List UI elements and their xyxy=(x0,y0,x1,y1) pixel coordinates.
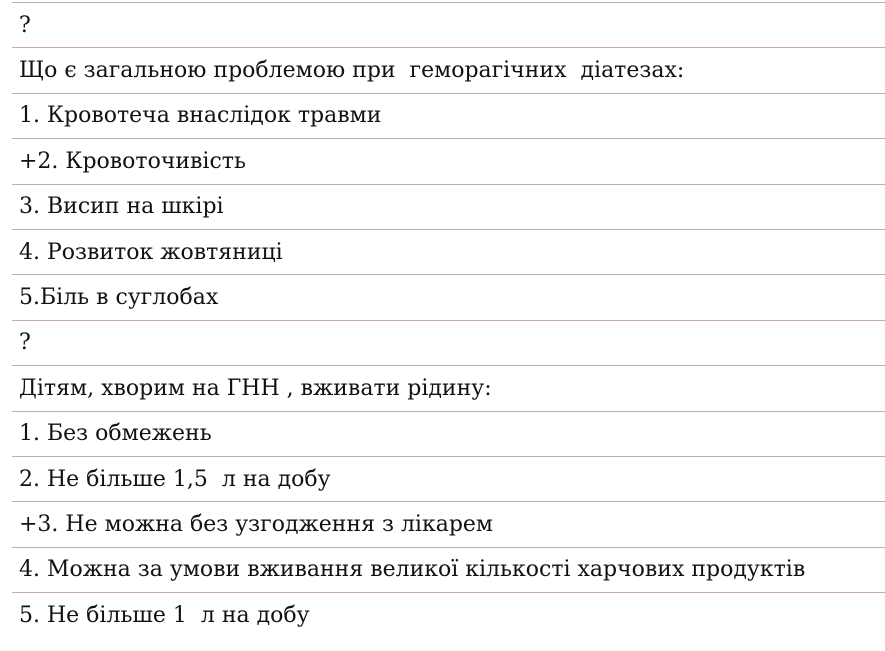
answer-option: 4. Можна за умови вживання великої кількості харчових продуктів xyxy=(19,557,806,583)
table-row xyxy=(12,138,885,183)
table-row xyxy=(12,229,885,274)
table-row xyxy=(12,456,885,501)
question-marker: ? xyxy=(19,12,31,38)
table-row xyxy=(12,592,885,637)
table-row xyxy=(12,274,885,319)
table-row xyxy=(12,47,885,92)
table-row xyxy=(12,2,885,47)
answer-option-correct: +2. Кровоточивість xyxy=(19,148,246,174)
answer-option: 4. Розвиток жовтяниці xyxy=(19,239,283,265)
question-text: Дітям, хворим на ГНН , вживати рідину: xyxy=(19,375,492,401)
table-row xyxy=(12,501,885,546)
table-row xyxy=(12,93,885,138)
answer-option: 5.Біль в суглобах xyxy=(19,285,219,311)
question-text: Що є загальною проблемою при геморагічних діатезах: xyxy=(19,58,685,84)
table-row xyxy=(12,547,885,592)
table-row xyxy=(12,184,885,229)
table-row xyxy=(12,320,885,365)
answer-option: 1. Без обмежень xyxy=(19,421,212,447)
table-row xyxy=(12,411,885,456)
table-row xyxy=(12,365,885,410)
answer-option: 3. Висип на шкірі xyxy=(19,194,224,220)
answer-option: 2. Не більше 1,5 л на добу xyxy=(19,466,331,492)
answer-option: 1. Кровотеча внаслідок травми xyxy=(19,103,382,129)
answer-option-correct: +3. Не можна без узгодження з лікарем xyxy=(19,511,494,537)
quiz-table xyxy=(12,2,885,637)
question-marker: ? xyxy=(19,330,31,356)
answer-option: 5. Не більше 1 л на добу xyxy=(19,602,310,628)
